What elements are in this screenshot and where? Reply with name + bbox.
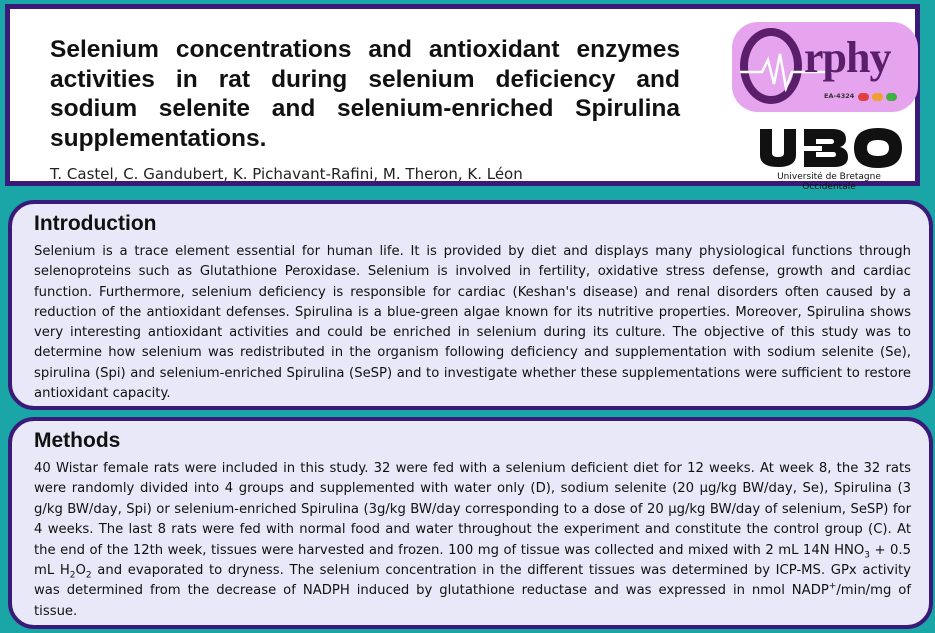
methods-text-4: and evaporated to dryness. The selenium concentration in the different tissues was determined by ICP-MS. GPx activity was determined from the decrease of NADPH induced by glutathione reductase and was expressed in nmol NADP [34,563,911,599]
authors-line: T. Castel, C. Gandubert, K. Pichavant-Rafini, M. Theron, K. Léon [50,165,523,183]
orphy-code: EA-4324 [824,92,855,100]
methods-section [8,417,933,629]
title-card [5,4,920,192]
methods-heading: Methods [34,429,121,452]
orphy-dot-red [858,93,869,101]
nadp-superscript: + [828,582,837,593]
ubo-subtitle: Université de Bretagne Occidentale [777,172,881,192]
orphy-dot-orange [872,93,883,101]
methods-text-1: 40 Wistar female rats were included in this study. 32 were fed with a selenium deficient diet for 12 weeks. At week 8, the 32 rats were randomly divided into 4 groups and supplemented with water only (D), sodium selenite (20 µg/kg BW/day, Se), Spirulina (3 g/kg BW/day, Spi) or selenium-enriched Spirulina (3g/kg BW/day corresponding to a dose of 20 µg/kg BW/day of selenium, SeSP) for 4 weeks. The last 8 rats were fed with normal food and water throughout the experiment and constitute the control group (C). At the end of the 12th week, tissues were harvested and frozen. 100 mg of tissue was collected and mixed with 2 mL 14N HNO [34,461,911,558]
hno3-subscript: 3 [864,550,870,561]
orphy-wordmark: rphy [804,33,891,82]
h2-subscript: 2 [69,570,76,581]
methods-text-2: + 0.5 mL H [34,542,911,579]
orphy-logo [732,22,918,112]
poster-title: Selenium concentrations and antioxidant enzymes activities in rat during selenium deficiency and sodium selenite and selenium-enriched Spirulina supplementations. [50,36,680,152]
o2-subscript: 2 [85,570,92,581]
ubo-logo [756,127,906,169]
introduction-body: Selenium is a trace element essential for human life. It is provided by diet and displays many physiological functions through selenoproteins such as Glutathione Peroxidase. Selenium is involved in fertility, oxidative stress defense, growth and cardiac function. Furthermore, selenium deficiency is responsible for cardiac (Keshan's disease) and renal disorders often caused by a reduction of the antioxidant defenses. Spirulina is a blue-green algae known for its nutritive properties. Moreover, Spirulina shows very interesting antioxidant activities and could be enriched in selenium during its culture. The objective of this study was to determine how selenium was redistributed in the organism following deficiency and supplementation with sodium selenite (Se), spirulina (Spi) and selenium-enriched Spirulina (SeSP) and to investigate whether these supplementations were sufficient to restore antioxidant capacity. [34,244,911,402]
orphy-dot-green [886,93,897,101]
methods-body [34,459,911,622]
methods-text-5: /min/mg of tissue. [34,583,911,619]
introduction-section [8,200,933,410]
introduction-heading: Introduction [34,212,157,235]
methods-text-3: O [75,563,86,579]
